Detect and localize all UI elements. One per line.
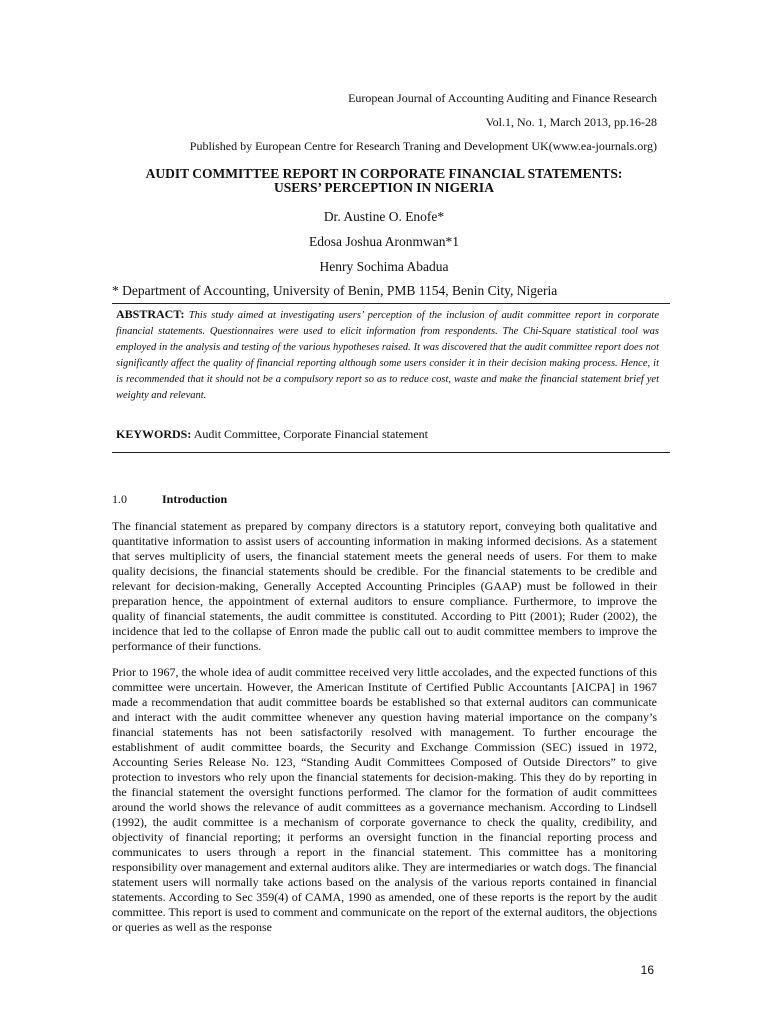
author-3: Henry Sochima Abadua <box>319 259 449 274</box>
journal-name: European Journal of Accounting Auditing and Finance Research <box>348 91 657 105</box>
paper-title-line-1: AUDIT COMMITTEE REPORT IN CORPORATE FINANCIAL STATEMENTS: <box>145 166 623 181</box>
author-affiliation: * Department of Accounting, University of Benin, PMB 1154, Benin City, Nigeria <box>112 283 558 298</box>
paper-title-line-2: USERS’ PERCEPTION IN NIGERIA <box>274 180 494 195</box>
abstract-label: ABSTRACT: <box>116 307 185 321</box>
paper-title <box>112 167 656 195</box>
abstract-block <box>116 306 659 404</box>
section-number: 1.0 <box>112 492 127 506</box>
abstract-bottom-rule <box>112 452 670 453</box>
body-paragraph-2: Prior to 1967, the whole idea of audit committee received very little accolades, and the expected functions of this committee were uncertain. However, the American Institute of Certified Public Accountants [AICPA] in 1967 made a recommendation that audit committee boards be established so that external auditors can communicate and interact with the audit committee whenever any question having material importance on the company’s financial statements has not been satisfactorily resolved with management. To further encourage the establishment of audit committee boards, the Security and Exchange Commission (SEC) issued in 1972, Accounting Series Release No. 123, “Standing Audit Committees Composed of Outside Directors” to give protection to investors who rely upon the financial statements for decision-making. This they do by reporting in the financial statement the oversight functions performed. The clamor for the formation of audit committees around the world shows the relevance of audit committees as a governance mechanism. According to Lindsell (1992), the audit committee is a mechanism of corporate governance to check the quality, credibility, and objectivity of financial reporting; it performs an oversight function in the financial reporting process and communicates to users through a report in the financial statement. This committee has a monitoring responsibility over management and external auditors alike. They are intermediaries or watch dogs. The financial statement users will normally take actions based on the analysis of the various reports contained in financial statements. According to Sec 359(4) of CAMA, 1990 as amended, one of these reports is the report by the audit committee. This report is used to comment and communicate on the report of the external auditors, the objections or queries as well as the response <box>112 665 657 934</box>
author-2: Edosa Joshua Aronmwan*1 <box>309 234 459 249</box>
abstract-text: This study aimed at investigating users’ perception of the inclusion of audit committee report in corporate financial statements. Questionnaires were used to elicit information from respondents. The Chi-Square statistical tool was employed in the analysis and testing of the various hypotheses raised. It was discovered that the audit committee report does not significantly affect the quality of financial reporting although some users consider it in their decision making process. Hence, it is recommended that it should not be a compulsory report so as to reduce cost, waste and make the financial statement brief yet weighty and relevant. <box>116 310 659 401</box>
page-number: 16 <box>640 963 654 977</box>
author-1: Dr. Austine O. Enofe* <box>323 209 445 224</box>
section-heading <box>112 492 227 506</box>
volume-info: Vol.1, No. 1, March 2013, pp.16-28 <box>485 115 657 129</box>
section-title: Introduction <box>162 492 228 506</box>
publisher-info: Published by European Centre for Research Traning and Development UK(www.ea-journals.org) <box>189 139 657 153</box>
keywords-text: Audit Committee, Corporate Financial statement <box>193 427 428 441</box>
abstract-top-rule <box>112 303 670 304</box>
body-paragraph-1: The financial statement as prepared by company directors is a statutory report, conveying both qualitative and quantitative information to assist users of accounting information in making informed decisions. As a statement that serves multiplicity of users, the financial statement meets the general needs of users. For them to make quality decisions, the financial statements should be credible. For the financial statements to be credible and relevant for decision-making, Generally Accepted Accounting Principles (GAAP) must be followed in their preparation hence, the appointment of external auditors to ensure compliance. Furthermore, to improve the quality of financial statements, the audit committee is constituted. According to Pitt (2001); Ruder (2002), the incidence that led to the collapse of Enron made the public call out to audit committee members to improve the performance of their functions. <box>112 519 657 653</box>
keywords-block <box>116 427 428 441</box>
keywords-label: KEYWORDS: <box>116 427 192 441</box>
